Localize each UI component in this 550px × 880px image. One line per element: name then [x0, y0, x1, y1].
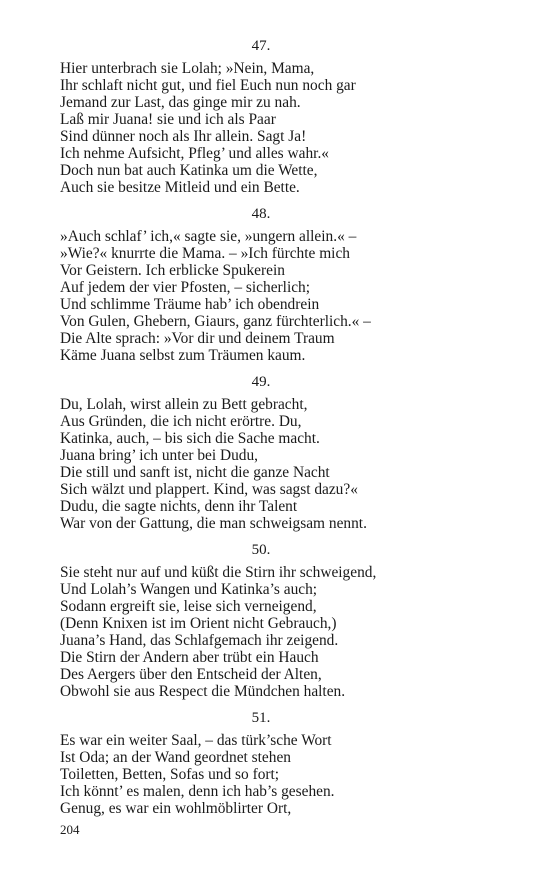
verse-line: Von Gulen, Ghebern, Giaurs, ganz fürchterlich.« – — [60, 313, 371, 330]
verse-line: War von der Gattung, die man schweigsam nennt. — [60, 515, 367, 532]
verse-line: Obwohl sie aus Respect die Mündchen halten. — [60, 683, 346, 700]
verse-line: Und Lolah’s Wangen und Katinka’s auch; — [60, 581, 318, 598]
stanza-number: 51. — [251, 710, 271, 726]
verse-line: Sodann ergreift sie, leise sich verneigend, — [60, 598, 317, 615]
verse-line: Die Stirn der Andern aber trübt ein Hauch — [60, 649, 319, 666]
verse-line: Ich könnt’ es malen, denn ich hab’s gesehen. — [60, 783, 335, 800]
verse-line: Dudu, die sagte nichts, denn ihr Talent — [60, 498, 298, 515]
verse-line: Und schlimme Träume hab’ ich obendrein — [60, 296, 320, 313]
verse-line: Juana bring’ ich unter bei Dudu, — [60, 447, 259, 464]
verse-line: »Auch schlaf’ ich,« sagte sie, »ungern allein.« – — [60, 228, 357, 245]
page-number: 204 — [60, 822, 80, 837]
verse-line: Sind dünner noch als Ihr allein. Sagt Ja! — [60, 128, 307, 145]
verse-line: (Denn Knixen ist im Orient nicht Gebrauch,) — [60, 615, 337, 632]
verse-line: Sich wälzt und plappert. Kind, was sagst dazu?« — [60, 481, 358, 498]
verse-line: Genug, es war ein wohlmöblirter Ort, — [60, 800, 292, 817]
verse-line: Vor Geistern. Ich erblicke Spukerein — [60, 262, 285, 279]
verse-line: Juana’s Hand, das Schlafgemach ihr zeigend. — [60, 632, 339, 649]
verse-line: Du, Lolah, wirst allein zu Bett gebracht, — [60, 396, 308, 413]
verse-line: Sie steht nur auf und küßt die Stirn ihr schweigend, — [60, 564, 377, 581]
verse-line: Doch nun bat auch Katinka um die Wette, — [60, 162, 318, 179]
stanza-number: 50. — [251, 542, 271, 558]
verse-line: Ich nehme Aufsicht, Pfleg’ und alles wahr.« — [60, 145, 329, 162]
verse-line: Ist Oda; an der Wand geordnet stehen — [60, 749, 291, 766]
verse-line: Katinka, auch, – bis sich die Sache macht. — [60, 430, 320, 447]
verse-line: Die still und sanft ist, nicht die ganze Nacht — [60, 464, 330, 481]
verse-line: Ihr schlaft nicht gut, und fiel Euch nun noch gar — [60, 77, 356, 94]
stanza-number: 49. — [251, 374, 271, 390]
verse-line: Auch sie besitze Mitleid und ein Bette. — [60, 179, 300, 196]
verse-line: Toiletten, Betten, Sofas und so fort; — [60, 766, 280, 783]
verse-line: Hier unterbrach sie Lolah; »Nein, Mama, — [60, 60, 315, 77]
verse-line: Es war ein weiter Saal, – das türk’sche Wort — [60, 732, 332, 749]
verse-line: Laß mir Juana! sie und ich als Paar — [60, 111, 276, 128]
verse-line: Auf jedem der vier Pfosten, – sicherlich; — [60, 279, 311, 296]
verse-line: Käme Juana selbst zum Träumen kaum. — [60, 347, 306, 364]
stanza-number: 47. — [251, 38, 271, 54]
verse-line: Die Alte sprach: »Vor dir und deinem Traum — [60, 330, 335, 347]
stanza-number: 48. — [251, 206, 271, 222]
verse-line: Des Aergers über den Entscheid der Alten, — [60, 666, 322, 683]
verse-line: Aus Gründen, die ich nicht erörtre. Du, — [60, 413, 302, 430]
verse-line: »Wie?« knurrte die Mama. – »Ich fürchte mich — [60, 245, 350, 262]
verse-line: Jemand zur Last, das ginge mir zu nah. — [60, 94, 301, 111]
